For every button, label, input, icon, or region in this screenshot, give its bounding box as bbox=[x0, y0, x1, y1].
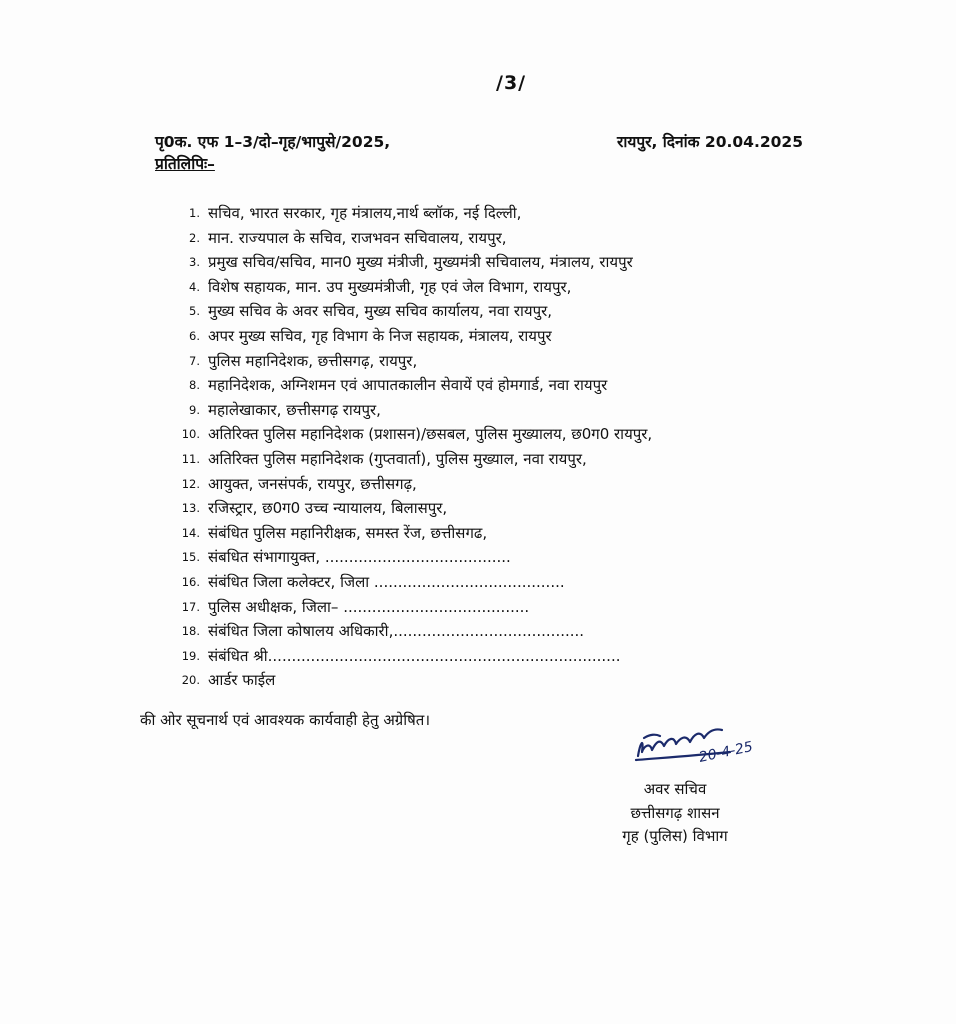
item-text: पुलिस अधीक्षक, जिला– ....................................... bbox=[208, 597, 530, 616]
list-item bbox=[170, 472, 810, 497]
item-number: 18. bbox=[181, 624, 200, 639]
reference-number: पृ0क. एफ 1–3/दो–गृह/भापुसे/2025, bbox=[155, 133, 391, 151]
closing-line: की ओर सूचनार्थ एवं आवश्यक कार्यवाही हेतु अग्रेषित। bbox=[140, 711, 431, 729]
item-text: आर्डर फाईल bbox=[208, 671, 276, 690]
copy-heading: प्रतिलिपिः– bbox=[155, 155, 215, 173]
item-text: अतिरिक्त पुलिस महानिदेशक (गुप्तवार्ता), पुलिस मुख्याल, नवा रायपुर, bbox=[208, 449, 587, 468]
item-text: संबंधित श्री.......................................................................... bbox=[208, 646, 621, 665]
list-item bbox=[170, 570, 810, 595]
item-number: 5. bbox=[189, 304, 200, 319]
item-text: पुलिस महानिदेशक, छत्तीसगढ़, रायपुर, bbox=[208, 351, 418, 370]
item-number: 3. bbox=[189, 255, 200, 270]
item-text: अपर मुख्य सचिव, गृह विभाग के निज सहायक, मंत्रालय, रायपुर bbox=[208, 326, 552, 345]
item-text: आयुक्त, जनसंपर्क, रायपुर, छत्तीसगढ़, bbox=[208, 474, 417, 493]
list-item bbox=[170, 422, 810, 447]
list-item bbox=[170, 398, 810, 423]
list-item bbox=[170, 619, 810, 644]
item-number: 11. bbox=[181, 451, 200, 466]
page-number: /3/ bbox=[496, 72, 527, 94]
recipient-list bbox=[170, 201, 810, 693]
item-number: 15. bbox=[181, 550, 200, 565]
item-number: 20. bbox=[181, 673, 200, 688]
place-and-date: रायपुर, दिनांक 20.04.2025 bbox=[617, 133, 803, 151]
item-number: 1. bbox=[189, 206, 200, 220]
item-number: 2. bbox=[189, 230, 200, 245]
item-text: संबंधित पुलिस महानिरीक्षक, समस्त रेंज, छत्तीसगढ, bbox=[208, 523, 488, 542]
list-item bbox=[170, 373, 810, 398]
item-text: सचिव, भारत सरकार, गृह मंत्रालय,नार्थ ब्लॉक, नई दिल्ली, bbox=[208, 204, 522, 222]
item-number: 17. bbox=[181, 599, 200, 614]
list-item bbox=[170, 447, 810, 472]
signatory-government: छत्तीसगढ़ शासन bbox=[630, 803, 720, 822]
item-number: 12. bbox=[181, 476, 200, 491]
item-number: 8. bbox=[189, 378, 200, 393]
item-text: विशेष सहायक, मान. उप मुख्यमंत्रीजी, गृह एवं जेल विभाग, रायपुर, bbox=[208, 277, 572, 296]
list-item bbox=[170, 299, 810, 324]
item-text: मुख्य सचिव के अवर सचिव, मुख्य सचिव कार्यालय, नवा रायपुर, bbox=[208, 302, 553, 321]
list-item bbox=[170, 668, 810, 693]
signatory-designation: अवर सचिव bbox=[643, 780, 707, 798]
list-item bbox=[170, 595, 810, 620]
list-item bbox=[170, 275, 810, 300]
item-number: 16. bbox=[181, 574, 200, 589]
list-item bbox=[170, 545, 810, 570]
item-text: अतिरिक्त पुलिस महानिदेशक (प्रशासन)/छसबल, पुलिस मुख्यालय, छ0ग0 रायपुर, bbox=[208, 425, 653, 444]
list-item bbox=[170, 226, 810, 251]
signatory-block bbox=[600, 778, 750, 849]
list-item bbox=[170, 644, 810, 669]
item-text: संबधित संभागायुक्त, ....................................... bbox=[208, 548, 511, 567]
item-number: 7. bbox=[189, 353, 200, 368]
signature-date: 20-4-25 bbox=[697, 738, 755, 766]
list-item bbox=[170, 201, 810, 226]
item-number: 6. bbox=[189, 328, 200, 343]
item-number: 19. bbox=[181, 648, 200, 663]
item-number: 14. bbox=[181, 525, 200, 540]
item-text: संबंधित जिला कोषालय अधिकारी,........................................ bbox=[208, 622, 585, 641]
list-item bbox=[170, 521, 810, 546]
item-number: 9. bbox=[189, 402, 200, 417]
item-text: प्रमुख सचिव/सचिव, मान0 मुख्य मंत्रीजी, मुख्यमंत्री सचिवालय, मंत्रालय, रायपुर bbox=[208, 253, 633, 272]
list-item bbox=[170, 324, 810, 349]
signatory-department: गृह (पुलिस) विभाग bbox=[622, 827, 728, 845]
item-number: 13. bbox=[181, 501, 200, 516]
item-number: 4. bbox=[189, 279, 200, 294]
handwritten-signature bbox=[630, 716, 760, 776]
item-text: महालेखाकार, छत्तीसगढ़ रायपुर, bbox=[208, 400, 381, 419]
item-text: महानिदेशक, अग्निशमन एवं आपातकालीन सेवायें एवं होमगार्ड, नवा रायपुर bbox=[208, 376, 608, 395]
list-item bbox=[170, 349, 810, 374]
list-item bbox=[170, 496, 810, 521]
item-text: मान. राज्यपाल के सचिव, राजभवन सचिवालय, रायपुर, bbox=[208, 228, 507, 247]
list-item bbox=[170, 250, 810, 275]
item-number: 10. bbox=[181, 427, 200, 442]
item-text: संबंधित जिला कलेक्टर, जिला ........................................ bbox=[208, 572, 565, 591]
item-text: रजिस्ट्रार, छ0ग0 उच्च न्यायालय, बिलासपुर, bbox=[208, 499, 448, 518]
